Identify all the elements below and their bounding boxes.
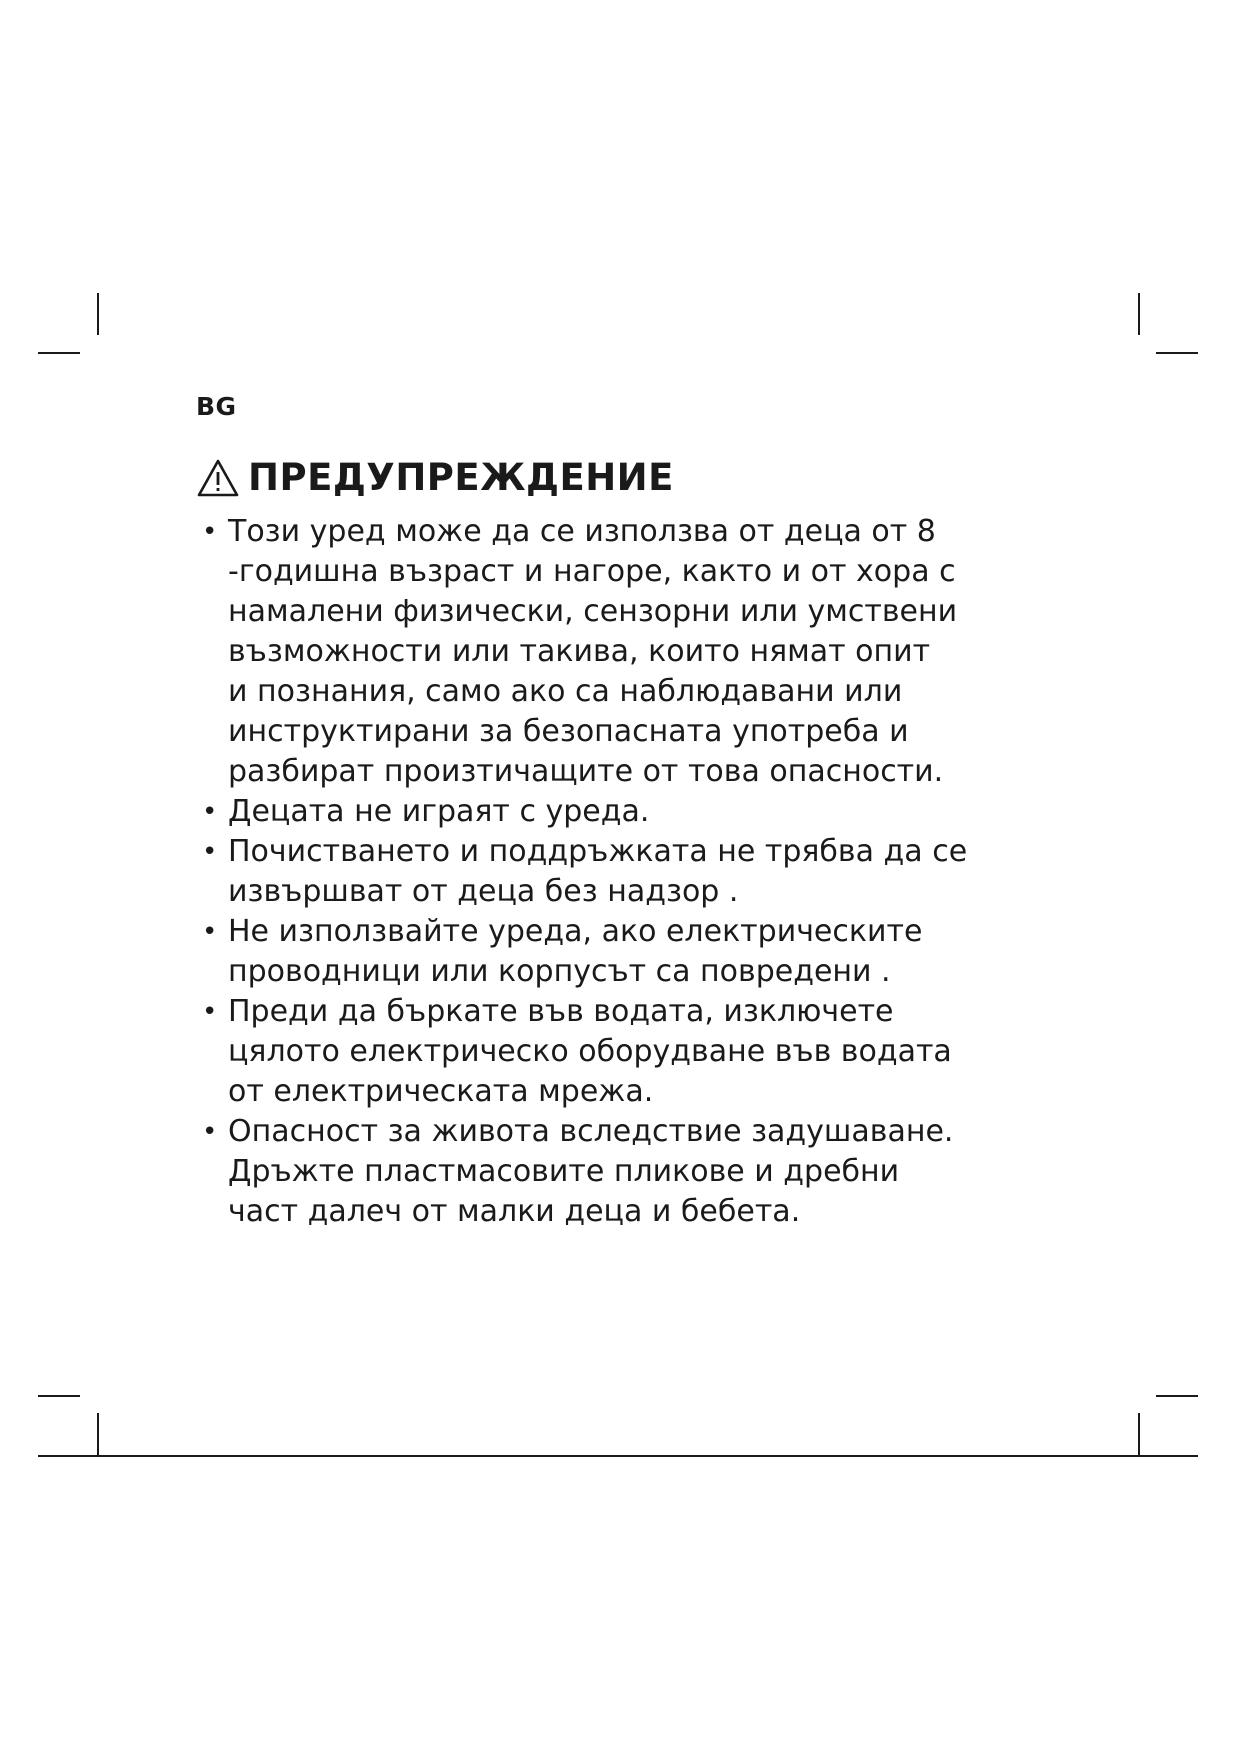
bullet-dot: • <box>202 517 218 547</box>
warning-heading-text: ПРЕДУПРЕЖДЕНИЕ <box>248 456 674 499</box>
bullet-line: от електрическата мрежа. <box>228 1074 654 1109</box>
bullet-item-children-age <box>200 512 1080 792</box>
bullet-item-no-play <box>200 792 1080 832</box>
bullet-line: цялото електрическо оборудване във водата <box>228 1034 952 1069</box>
bullet-line: Този уред може да се използва от деца от 8 <box>228 514 936 549</box>
bullet-line: Опасност за живота вследствие задушаване. <box>228 1114 954 1149</box>
bullet-dot: • <box>202 917 218 947</box>
crop-mark-bottom-left-vertical <box>97 1413 99 1455</box>
bullet-line: част далеч от малки деца и бебета. <box>228 1194 801 1229</box>
warning-triangle-icon <box>196 458 240 498</box>
bullet-line: проводници или корпусът са повредени . <box>228 954 891 989</box>
bullet-item-suffocation <box>200 1112 1080 1232</box>
bullet-dot: • <box>202 997 218 1027</box>
language-code: BG <box>196 392 237 421</box>
bullet-line: Децата не играят с уреда. <box>228 794 650 829</box>
bullet-line: възможности или такива, които нямат опит <box>228 634 931 669</box>
warning-heading <box>196 456 674 499</box>
bullet-dot: • <box>202 797 218 827</box>
bullet-line: извършват от деца без надзор . <box>228 874 739 909</box>
crop-mark-top-right-vertical <box>1138 293 1140 335</box>
crop-mark-bottom-right-vertical <box>1138 1413 1140 1455</box>
crop-mark-top-left-horizontal <box>38 352 80 354</box>
bullet-dot: • <box>202 1117 218 1147</box>
crop-mark-bottom-left-horizontal <box>38 1395 80 1397</box>
bullet-item-cleaning <box>200 832 1080 912</box>
crop-mark-top-right-horizontal <box>1156 352 1198 354</box>
bullet-line: Преди да бъркате във водата, изключете <box>228 994 894 1029</box>
bullet-line: намалени физически, сензорни или умствени <box>228 594 958 629</box>
bullet-line: Почистването и поддръжката не трябва да се <box>228 834 968 869</box>
bullet-dot: • <box>202 837 218 867</box>
bullet-line: Дръжте пластмасовите пликове и дребни <box>228 1154 900 1189</box>
page-bottom-rule <box>38 1455 1198 1457</box>
bullet-line: и познания, само ако са наблюдавани или <box>228 674 903 709</box>
bullet-line: Не използвайте уреда, ако електрическите <box>228 914 923 949</box>
warning-bullet-list <box>200 512 1080 1232</box>
bullet-line: -годишна възраст и нагоре, както и от хора с <box>228 554 956 589</box>
bullet-line: инструктирани за безопасната употреба и <box>228 714 909 749</box>
bullet-item-water-disconnect <box>200 992 1080 1112</box>
bullet-line: разбират произтичащите от това опасности. <box>228 754 944 789</box>
crop-mark-top-left-vertical <box>97 293 99 335</box>
bullet-item-damaged-cables <box>200 912 1080 992</box>
crop-mark-bottom-right-horizontal <box>1156 1395 1198 1397</box>
